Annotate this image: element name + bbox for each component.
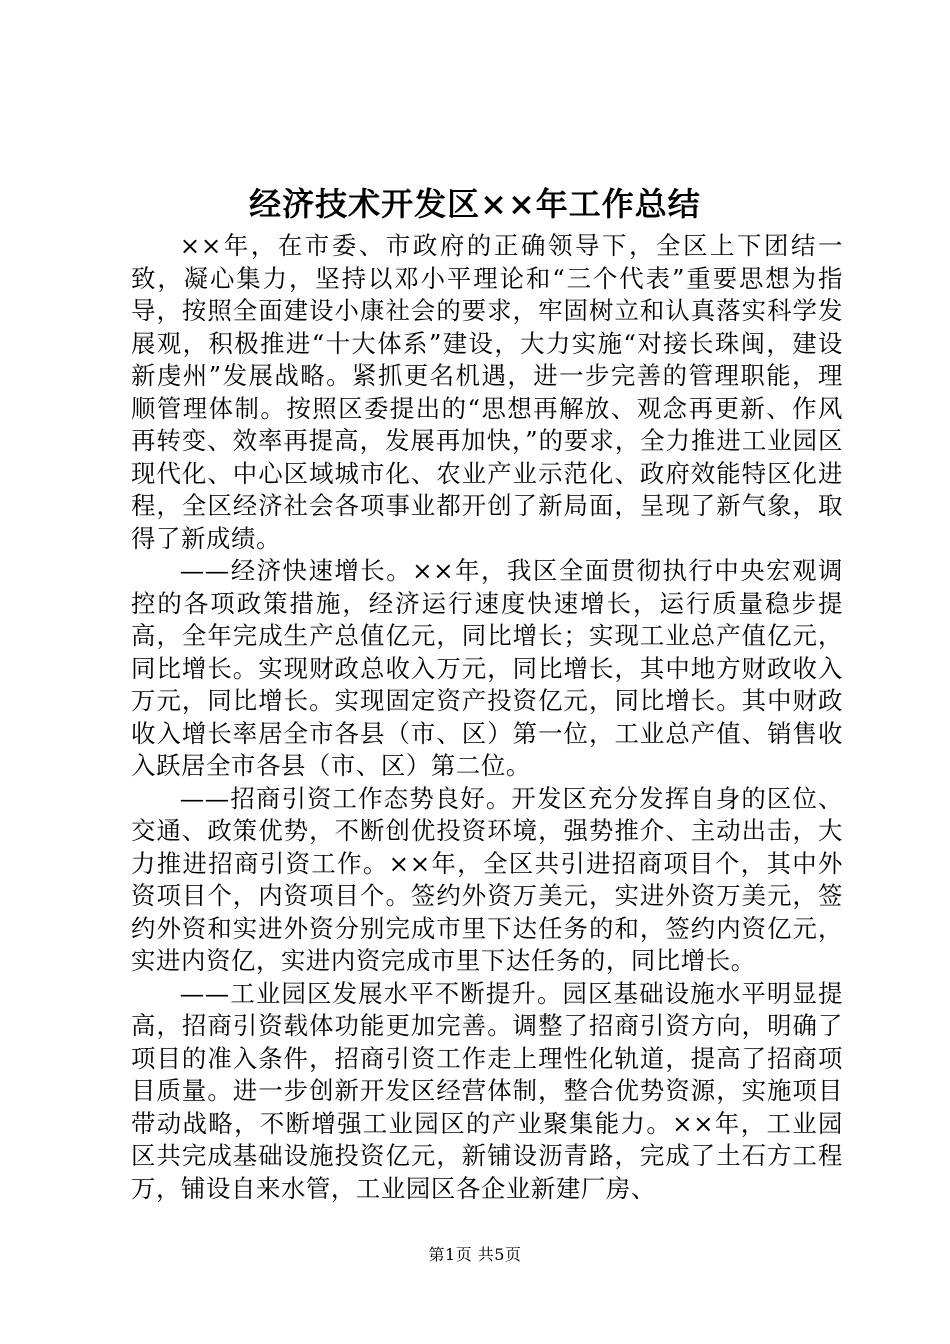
document-body bbox=[131, 230, 843, 1205]
page-number-footer: 第1页 共5页 bbox=[428, 1245, 522, 1264]
paragraph-investment-attraction: ——招商引资工作态势良好。开发区充分发挥自身的区位、交通、政策优势，不断创优投资环境，强势推介、主动出击，大力推进招商引资工作。××年，全区共引进招商项目个，其中外资项目个，内资项目个。签约外资万美元，实进外资万美元，签约外资和实进外资分别完成市里下达任务的和，签约内资亿元，实进内资亿，实进内资完成市里下达任务的，同比增长。 bbox=[131, 783, 843, 975]
paragraph-economic-growth: ——经济快速增长。××年，我区全面贯彻执行中央宏观调控的各项政策措施，经济运行速度快速增长，运行质量稳步提高，全年完成生产总值亿元，同比增长；实现工业总产值亿元，同比增长。实现财政总收入万元，同比增长，其中地方财政收入万元，同比增长。实现固定资产投资亿元，同比增长。其中财政收入增长率居全市各县（市、区）第一位，工业总产值、销售收入跃居全市各县（市、区）第二位。 bbox=[131, 556, 843, 780]
paragraph-industrial-park: ——工业园区发展水平不断提升。园区基础设施水平明显提高，招商引资载体功能更加完善。调整了招商引资方向，明确了项目的准入条件，招商引资工作走上理性化轨道，提高了招商项目质量。进一步创新开发区经营体制，整合优势资源，实施项目带动战略，不断增强工业园区的产业聚集能力。××年，工业园区共完成基础设施投资亿元，新铺设沥青路，完成了土石方工程万，铺设自来水管，工业园区各企业新建厂房、 bbox=[131, 978, 843, 1203]
paragraph-intro: ××年，在市委、市政府的正确领导下，全区上下团结一致，凝心集力，坚持以邓小平理论和“三个代表”重要思想为指导，按照全面建设小康社会的要求，牢固树立和认真落实科学发展观，积极推进“十大体系”建设，大力实施“对接长珠闽，建设新虔州”发展战略。紧抓更名机遇，进一步完善的管理职能，理顺管理体制。按照区委提出的“思想再解放、观念再更新、作风再转变、效率再提高，发展再加快，”的要求，全力推进工业园区现代化、中心区域城市化、农业产业示范化、政府效能特区化进程，全区经济社会各项事业都开创了新局面，呈现了新气象，取得了新成绩。 bbox=[131, 231, 843, 553]
document-title: 经济技术开发区××年工作总结 bbox=[249, 185, 701, 223]
